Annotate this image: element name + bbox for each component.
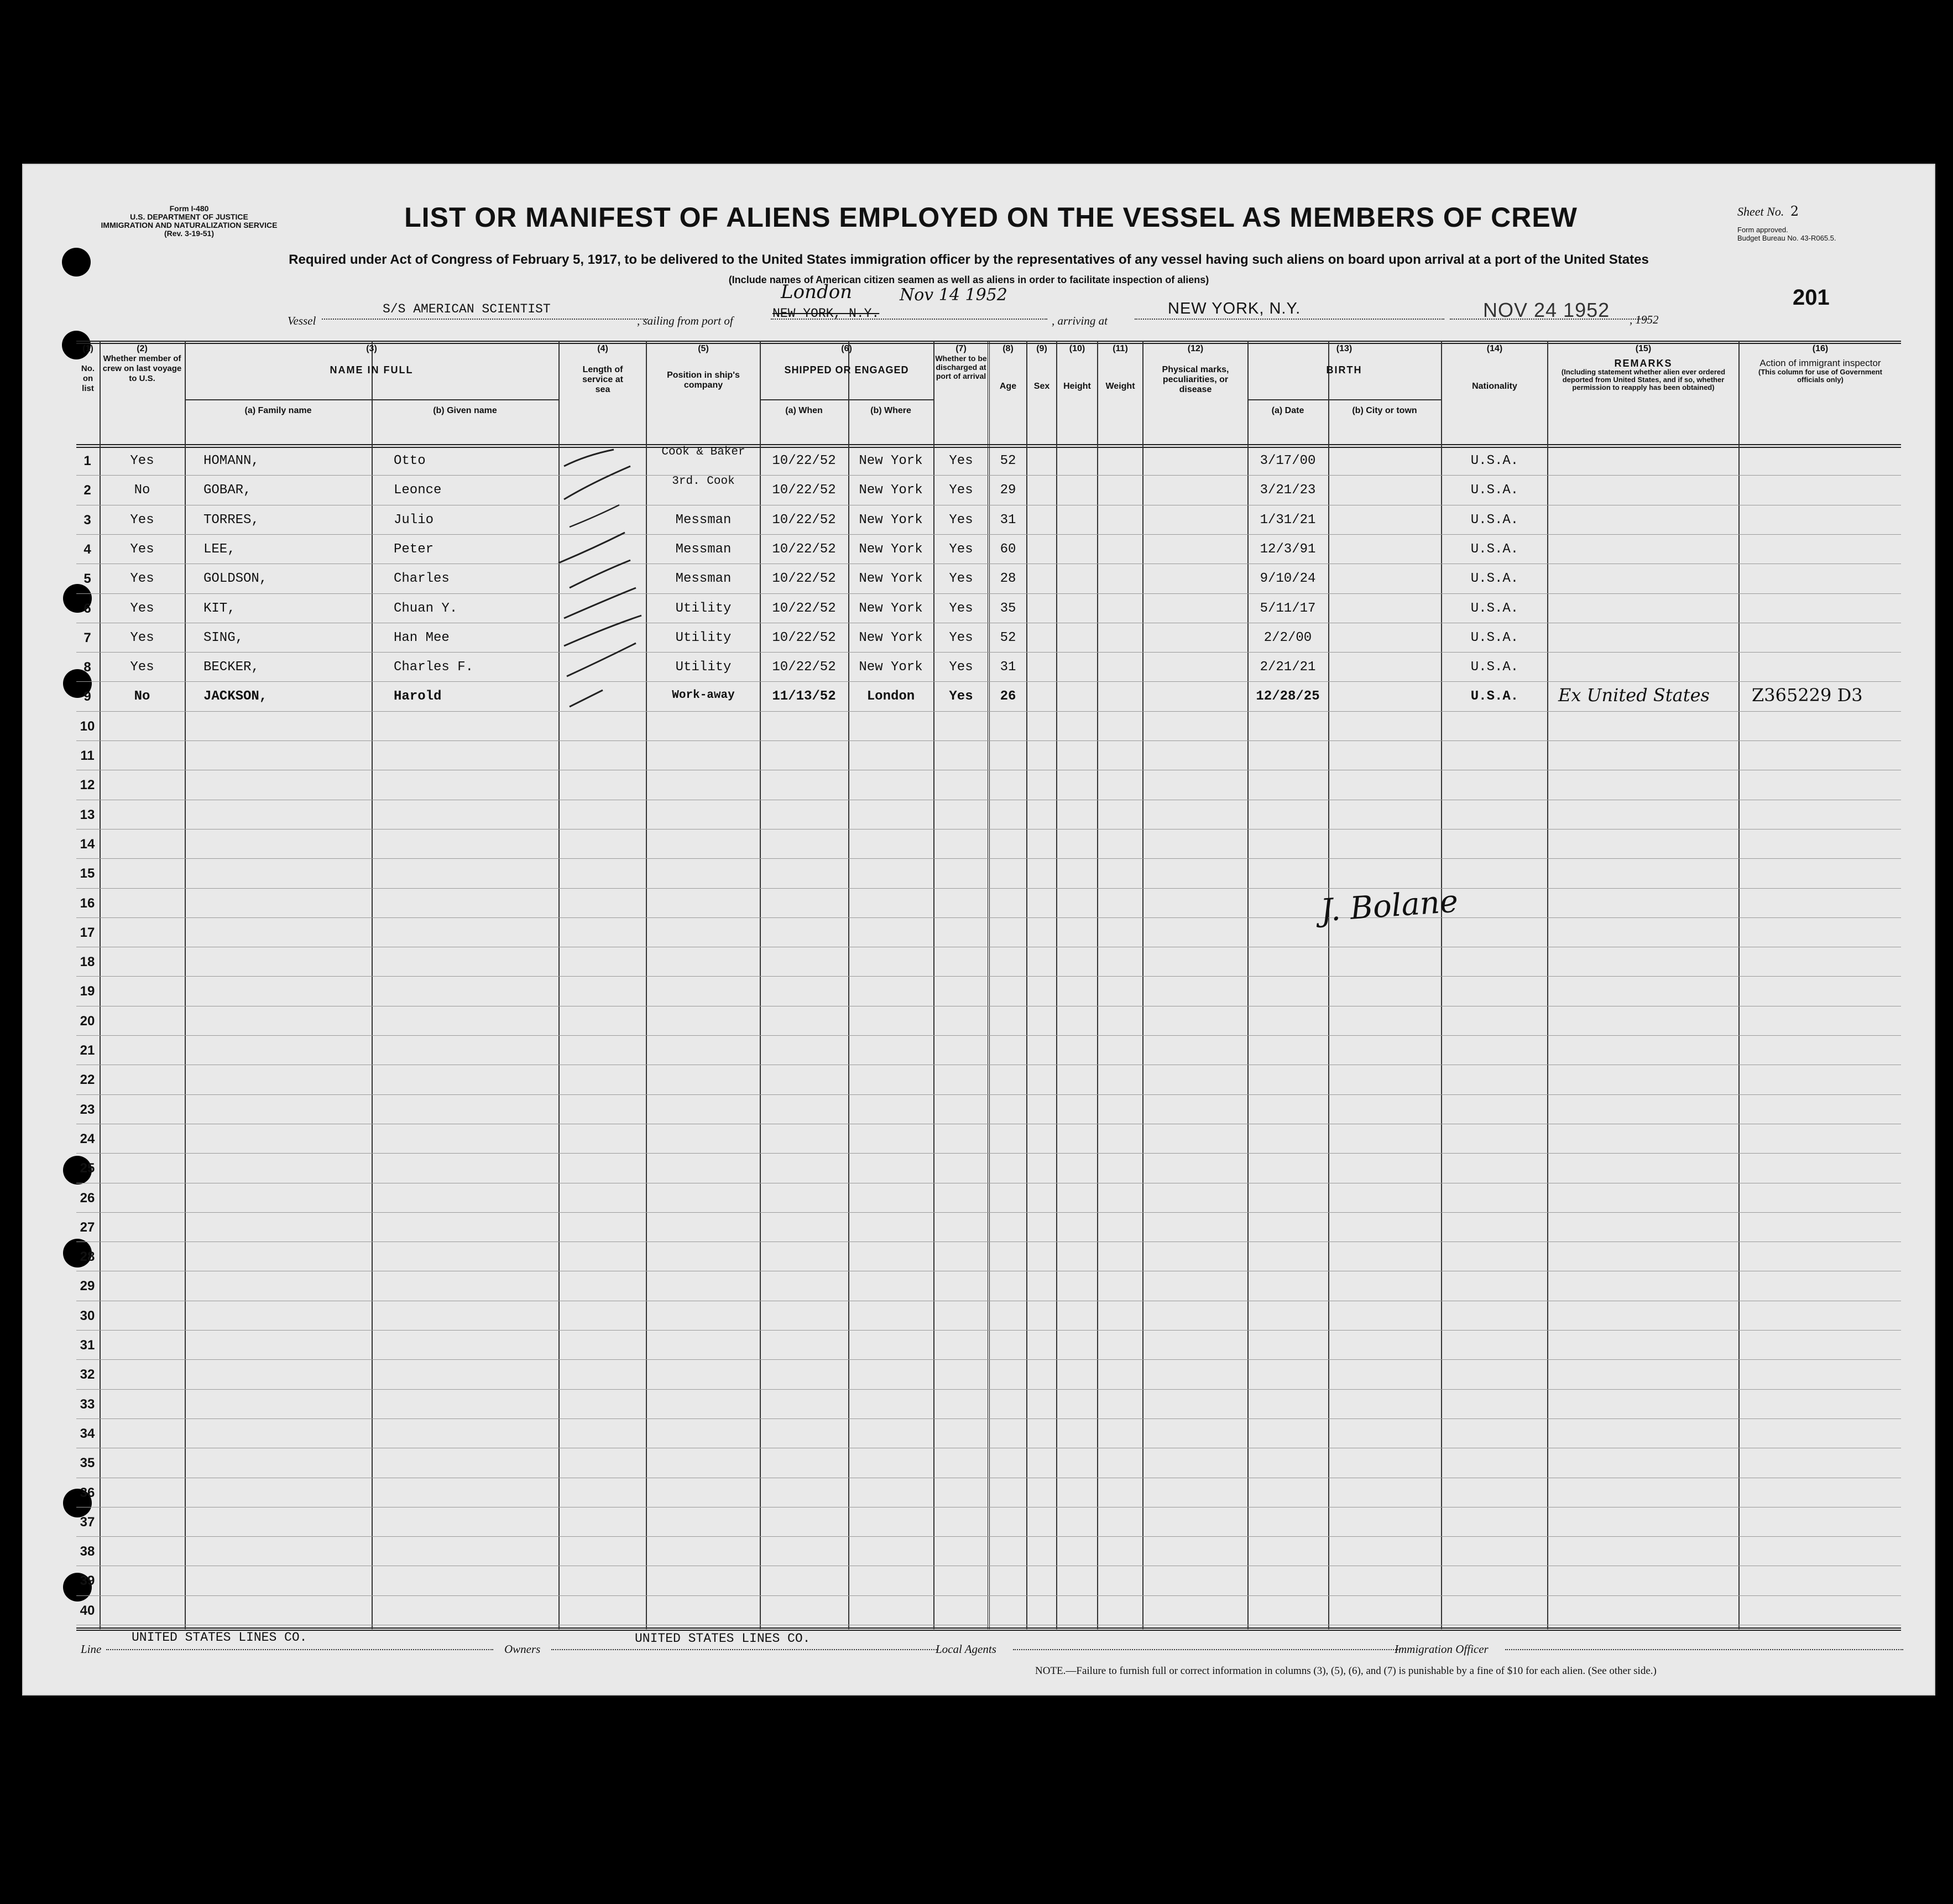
cell-given: Peter xyxy=(394,541,434,557)
cell-where: New York xyxy=(859,660,923,675)
col-number: (1) xyxy=(82,344,93,353)
row-divider xyxy=(76,1595,1901,1596)
cell-position: Messman xyxy=(675,512,732,528)
cell-given: Harold xyxy=(394,689,442,705)
row-number: 34 xyxy=(80,1426,95,1441)
cell-nationality: U.S.A. xyxy=(1470,689,1519,705)
col-label: Weight xyxy=(1105,382,1135,391)
line-value: UNITED STATES LINES CO. xyxy=(132,1630,307,1645)
cell-nationality: U.S.A. xyxy=(1470,453,1519,468)
col-3-header xyxy=(185,344,558,375)
arriving-label: , arriving at xyxy=(1052,314,1108,327)
cell-birth-date: 2/21/21 xyxy=(1260,660,1316,675)
cell-nationality: U.S.A. xyxy=(1470,512,1519,528)
row-number: 7 xyxy=(83,630,91,645)
row-number: 2 xyxy=(83,483,91,498)
row-number: 24 xyxy=(80,1131,95,1146)
col-label: No. on list xyxy=(81,364,95,393)
cell-birth-date: 12/28/25 xyxy=(1256,689,1320,705)
page-title: LIST OR MANIFEST OF ALIENS EMPLOYED ON THE VESSEL AS MEMBERS OF CREW xyxy=(404,202,1578,233)
row-number: 26 xyxy=(80,1190,95,1206)
cell-discharge: Yes xyxy=(949,453,973,468)
col-number: (13) xyxy=(1336,344,1353,353)
col-number: (9) xyxy=(1036,344,1047,353)
form-number: Form I-480 xyxy=(169,204,209,213)
row-number: 20 xyxy=(80,1013,95,1029)
cell-nationality: U.S.A. xyxy=(1470,483,1519,498)
agents-field xyxy=(1013,1634,1400,1650)
cell-nationality: U.S.A. xyxy=(1470,571,1519,587)
vessel-label: Vessel xyxy=(288,314,316,327)
col-6-header xyxy=(760,344,933,375)
cell-discharge: Yes xyxy=(949,601,973,616)
row-divider xyxy=(76,1389,1901,1390)
service-tick-marks xyxy=(558,444,647,721)
cell-where: New York xyxy=(859,453,923,468)
immigration-officer-label: Immigration Officer xyxy=(1395,1642,1489,1656)
row-number: 18 xyxy=(80,954,95,970)
sheet-number xyxy=(1737,204,1920,219)
row-divider xyxy=(76,1153,1901,1154)
col-label: BIRTH xyxy=(1326,364,1362,375)
col-label: SHIPPED OR ENGAGED xyxy=(784,364,909,375)
cell-discharge: Yes xyxy=(949,660,973,675)
cell-age: 31 xyxy=(1000,660,1016,675)
approval-line: Form approved. xyxy=(1737,226,1788,234)
cell-remarks: Ex United States xyxy=(1558,685,1710,706)
col-12-header xyxy=(1143,344,1247,395)
cell-where: New York xyxy=(859,601,923,616)
row-number: 22 xyxy=(80,1072,95,1088)
cell-nationality: U.S.A. xyxy=(1470,660,1519,675)
col-3a-header: (a) Family name xyxy=(244,406,312,415)
cell-birth-date: 5/11/17 xyxy=(1260,601,1316,616)
row-number: 25 xyxy=(80,1161,95,1176)
row-divider xyxy=(76,475,1901,476)
penalty-note: NOTE.—Failure to furnish full or correct information in columns (3), (5), (6), and (7) is punishable by a fine of $10 for each alien. (See other side.) xyxy=(1035,1665,1657,1677)
row-number: 40 xyxy=(80,1603,95,1618)
cell-given: Otto xyxy=(394,453,426,468)
cell-when: 11/13/52 xyxy=(772,689,836,705)
col-9-header xyxy=(1027,344,1056,392)
cell-family: SING, xyxy=(203,630,244,645)
cell-where: New York xyxy=(859,483,923,498)
row-number: 19 xyxy=(80,984,95,999)
cell-position: Messman xyxy=(675,541,732,557)
row-divider xyxy=(76,1418,1901,1419)
row-number: 14 xyxy=(80,836,95,852)
row-divider xyxy=(76,711,1901,712)
row-divider xyxy=(76,829,1901,830)
row-number: 6 xyxy=(83,601,91,616)
officer-field xyxy=(1505,1634,1903,1650)
row-number: 15 xyxy=(80,866,95,881)
row-divider xyxy=(76,1359,1901,1360)
cell-age: 52 xyxy=(1000,453,1016,468)
col-label: Length of service at sea xyxy=(582,365,623,394)
cell-family: JACKSON, xyxy=(203,689,268,705)
cell-birth-date: 3/17/00 xyxy=(1260,453,1316,468)
cell-when: 10/22/52 xyxy=(772,483,836,498)
col-number: (11) xyxy=(1113,344,1128,353)
cell-position: Cook & Baker xyxy=(661,446,745,458)
service: IMMIGRATION AND NATURALIZATION SERVICE xyxy=(101,221,278,229)
row-divider xyxy=(76,593,1901,594)
cell-birth-date: 2/2/00 xyxy=(1263,630,1312,645)
agents-label: Local Agents xyxy=(936,1642,996,1656)
cell-prev: Yes xyxy=(130,512,154,528)
cell-when: 10/22/52 xyxy=(772,512,836,528)
row-number: 3 xyxy=(83,512,91,528)
col-label: Age xyxy=(999,382,1017,391)
row-number: 9 xyxy=(83,689,91,705)
cell-position: Utility xyxy=(675,630,732,645)
cell-where: London xyxy=(866,689,915,705)
row-number: 12 xyxy=(80,778,95,793)
cell-discharge: Yes xyxy=(949,689,973,705)
col-label: NAME IN FULL xyxy=(330,364,414,375)
subnote: (Include names of American citizen seamen as well as aliens in order to facilitate inspection of aliens) xyxy=(728,274,1209,285)
birth-subheader-rule xyxy=(1247,399,1441,400)
cell-position: Messman xyxy=(675,571,732,587)
cell-where: New York xyxy=(859,541,923,557)
cell-birth-date: 9/10/24 xyxy=(1260,571,1316,587)
col-15-header xyxy=(1548,344,1738,392)
revision: (Rev. 3-19-51) xyxy=(164,229,214,238)
cell-discharge: Yes xyxy=(949,630,973,645)
cell-prev: Yes xyxy=(130,541,154,557)
col-6b-header: (b) Where xyxy=(870,406,911,415)
col-13b-header: (b) City or town xyxy=(1352,406,1417,415)
row-number: 29 xyxy=(80,1279,95,1294)
cell-prev: Yes xyxy=(130,571,154,587)
cell-where: New York xyxy=(859,571,923,587)
col-4-header xyxy=(560,344,646,395)
col-5-header xyxy=(647,344,760,390)
col-number: (6) xyxy=(841,344,852,353)
cell-when: 10/22/52 xyxy=(772,660,836,675)
cell-prev: Yes xyxy=(130,660,154,675)
cell-family: GOLDSON, xyxy=(203,571,268,587)
col-10-header xyxy=(1057,344,1097,392)
cell-given: Charles F. xyxy=(394,660,474,675)
vessel-value: S/S AMERICAN SCIENTIST xyxy=(383,302,551,316)
cell-position: Work-away xyxy=(672,689,735,702)
col-7-header xyxy=(934,344,988,380)
col-number: (15) xyxy=(1635,344,1652,353)
cell-discharge: Yes xyxy=(949,541,973,557)
cell-when: 10/22/52 xyxy=(772,601,836,616)
col-note: (This column for use of Government officials only) xyxy=(1758,368,1882,384)
row-number: 32 xyxy=(80,1367,95,1383)
department: U.S. DEPARTMENT OF JUSTICE xyxy=(130,212,248,221)
subtitle: Required under Act of Congress of February 5, 1917, to be delivered to the United States immigration officer by the representatives of any vessel having such aliens on board upon arrival at a port of the United States xyxy=(289,252,1649,267)
row-divider xyxy=(76,652,1901,653)
cell-discharge: Yes xyxy=(949,512,973,528)
cell-inspector-action: Z365229 D3 xyxy=(1752,685,1863,706)
sailing-label: , sailing from port of xyxy=(637,314,733,327)
cell-position: Utility xyxy=(675,601,732,616)
col-number: (5) xyxy=(698,344,709,353)
manifest-sheet xyxy=(22,164,1935,1696)
col-label: Action of immigrant inspector xyxy=(1759,358,1881,368)
cell-prev: Yes xyxy=(130,630,154,645)
row-number: 33 xyxy=(80,1396,95,1412)
row-number: 36 xyxy=(80,1485,95,1500)
owners-value: UNITED STATES LINES CO. xyxy=(635,1631,811,1646)
col-13-header xyxy=(1247,344,1441,375)
cell-where: New York xyxy=(859,630,923,645)
cell-nationality: U.S.A. xyxy=(1470,630,1519,645)
line-label: Line xyxy=(81,1642,102,1656)
cell-birth-date: 3/21/23 xyxy=(1260,483,1316,498)
row-number: 5 xyxy=(83,571,91,587)
col-note: (Including statement whether alien ever ordered deported from United States, and if so, whether permission to reapply has been obtained) xyxy=(1561,368,1726,392)
approval-note xyxy=(1737,226,1925,242)
col-label: Nationality xyxy=(1472,382,1517,391)
row-number: 13 xyxy=(80,807,95,822)
col-number: (12) xyxy=(1187,344,1204,353)
col-13a-header: (a) Date xyxy=(1271,406,1304,415)
row-number: 16 xyxy=(80,895,95,911)
row-number: 10 xyxy=(80,718,95,734)
row-number: 11 xyxy=(80,748,95,763)
cell-given: Charles xyxy=(394,571,450,587)
col-1-header xyxy=(76,344,100,394)
row-number: 30 xyxy=(80,1308,95,1323)
col-number: (8) xyxy=(1002,344,1014,353)
crew-table xyxy=(76,341,1901,1629)
cell-where: New York xyxy=(859,512,923,528)
cell-position: 3rd. Cook xyxy=(672,475,735,488)
cell-when: 10/22/52 xyxy=(772,453,836,468)
col-2-header xyxy=(101,344,184,384)
row-divider xyxy=(76,858,1901,859)
col-number: (7) xyxy=(955,344,967,353)
cell-family: HOMANN, xyxy=(203,453,259,468)
cell-when: 10/22/52 xyxy=(772,571,836,587)
row-divider xyxy=(76,917,1901,918)
cell-age: 29 xyxy=(1000,483,1016,498)
row-divider xyxy=(76,888,1901,889)
row-divider xyxy=(76,1212,1901,1213)
cell-birth-date: 1/31/21 xyxy=(1260,512,1316,528)
row-number: 1 xyxy=(83,453,91,468)
col-16-header xyxy=(1740,344,1901,384)
col-number: (14) xyxy=(1486,344,1503,353)
cell-position: Utility xyxy=(675,660,732,675)
punch-hole xyxy=(62,248,91,277)
owners-label: Owners xyxy=(504,1642,541,1656)
col-label: Whether member of crew on last voyage to U.S. xyxy=(102,354,182,383)
cell-when: 10/22/52 xyxy=(772,541,836,557)
row-divider xyxy=(76,976,1901,977)
row-divider xyxy=(76,681,1901,682)
row-number: 17 xyxy=(80,925,95,940)
cell-given: Julio xyxy=(394,512,434,528)
cell-when: 10/22/52 xyxy=(772,630,836,645)
col-number: (4) xyxy=(597,344,608,353)
cell-age: 31 xyxy=(1000,512,1016,528)
col-label: Whether to be discharged at port of arrival xyxy=(935,354,987,380)
page-code: 201 xyxy=(1793,285,1830,310)
row-divider xyxy=(76,1330,1901,1331)
signature: J. Bolane xyxy=(1319,883,1460,929)
col-label: Sex xyxy=(1033,382,1050,391)
cell-given: Leonce xyxy=(394,483,442,498)
cell-nationality: U.S.A. xyxy=(1470,541,1519,557)
row-number: 38 xyxy=(80,1544,95,1559)
shipped-subheader-rule xyxy=(760,399,933,400)
arrival-date-stamp: NOV 24 1952 xyxy=(1483,299,1610,321)
row-number: 4 xyxy=(83,541,91,557)
row-number: 8 xyxy=(83,660,91,675)
form-identifier xyxy=(73,205,305,238)
row-number: 35 xyxy=(80,1456,95,1471)
row-divider xyxy=(76,1035,1901,1036)
cell-prev: Yes xyxy=(130,601,154,616)
col-14-header xyxy=(1442,344,1547,392)
cell-nationality: U.S.A. xyxy=(1470,601,1519,616)
cell-age: 35 xyxy=(1000,601,1016,616)
col-label: Position in ship's company xyxy=(667,371,740,390)
sheet-label: Sheet No. xyxy=(1737,205,1784,218)
row-divider xyxy=(76,1241,1901,1242)
col-number: (10) xyxy=(1069,344,1085,353)
cell-age: 26 xyxy=(1000,689,1016,705)
col-label: REMARKS xyxy=(1614,358,1673,369)
cell-family: TORRES, xyxy=(203,512,259,528)
col-number: (3) xyxy=(366,344,377,353)
cell-family: GOBAR, xyxy=(203,483,252,498)
arriving-port: NEW YORK, N.Y. xyxy=(1168,300,1301,317)
cell-family: KIT, xyxy=(203,601,236,616)
row-divider xyxy=(76,1536,1901,1537)
name-subheader-rule xyxy=(185,399,558,400)
row-divider xyxy=(76,740,1901,741)
cell-discharge: Yes xyxy=(949,571,973,587)
sailing-port-struck: NEW YORK, N.Y. xyxy=(772,306,880,321)
sailing-date-handwritten: Nov 14 1952 xyxy=(900,285,1007,305)
cell-age: 28 xyxy=(1000,571,1016,587)
sheet-number-value: 2 xyxy=(1790,204,1799,219)
budget-bureau-line: Budget Bureau No. 43-R065.5. xyxy=(1737,234,1836,242)
cell-prev: Yes xyxy=(130,453,154,468)
col-label: Physical marks, peculiarities, or disease xyxy=(1162,365,1229,394)
cell-discharge: Yes xyxy=(949,483,973,498)
col-3b-header: (b) Given name xyxy=(433,406,497,415)
cell-prev: No xyxy=(134,689,150,705)
row-number: 31 xyxy=(80,1338,95,1353)
row-number: 28 xyxy=(80,1249,95,1265)
row-number: 37 xyxy=(80,1514,95,1530)
col-number: (2) xyxy=(137,344,148,353)
row-number: 21 xyxy=(80,1043,95,1058)
cell-prev: No xyxy=(134,483,150,498)
cell-given: Han Mee xyxy=(394,630,450,645)
row-divider xyxy=(76,1094,1901,1095)
row-number: 39 xyxy=(80,1573,95,1589)
col-11-header xyxy=(1098,344,1142,392)
cell-age: 60 xyxy=(1000,541,1016,557)
cell-age: 52 xyxy=(1000,630,1016,645)
col-8-header xyxy=(990,344,1026,392)
row-number: 27 xyxy=(80,1219,95,1235)
year-suffix: , 1952 xyxy=(1630,313,1659,326)
cell-given: Chuan Y. xyxy=(394,601,458,616)
sailing-port-handwritten: London xyxy=(781,281,853,303)
col-number: (16) xyxy=(1812,344,1829,353)
cell-birth-date: 12/3/91 xyxy=(1260,541,1316,557)
row-divider xyxy=(76,534,1901,535)
col-6a-header: (a) When xyxy=(785,406,823,415)
row-number: 23 xyxy=(80,1102,95,1117)
col-label: Height xyxy=(1063,382,1091,391)
cell-family: LEE, xyxy=(203,541,236,557)
cell-family: BECKER, xyxy=(203,660,259,675)
